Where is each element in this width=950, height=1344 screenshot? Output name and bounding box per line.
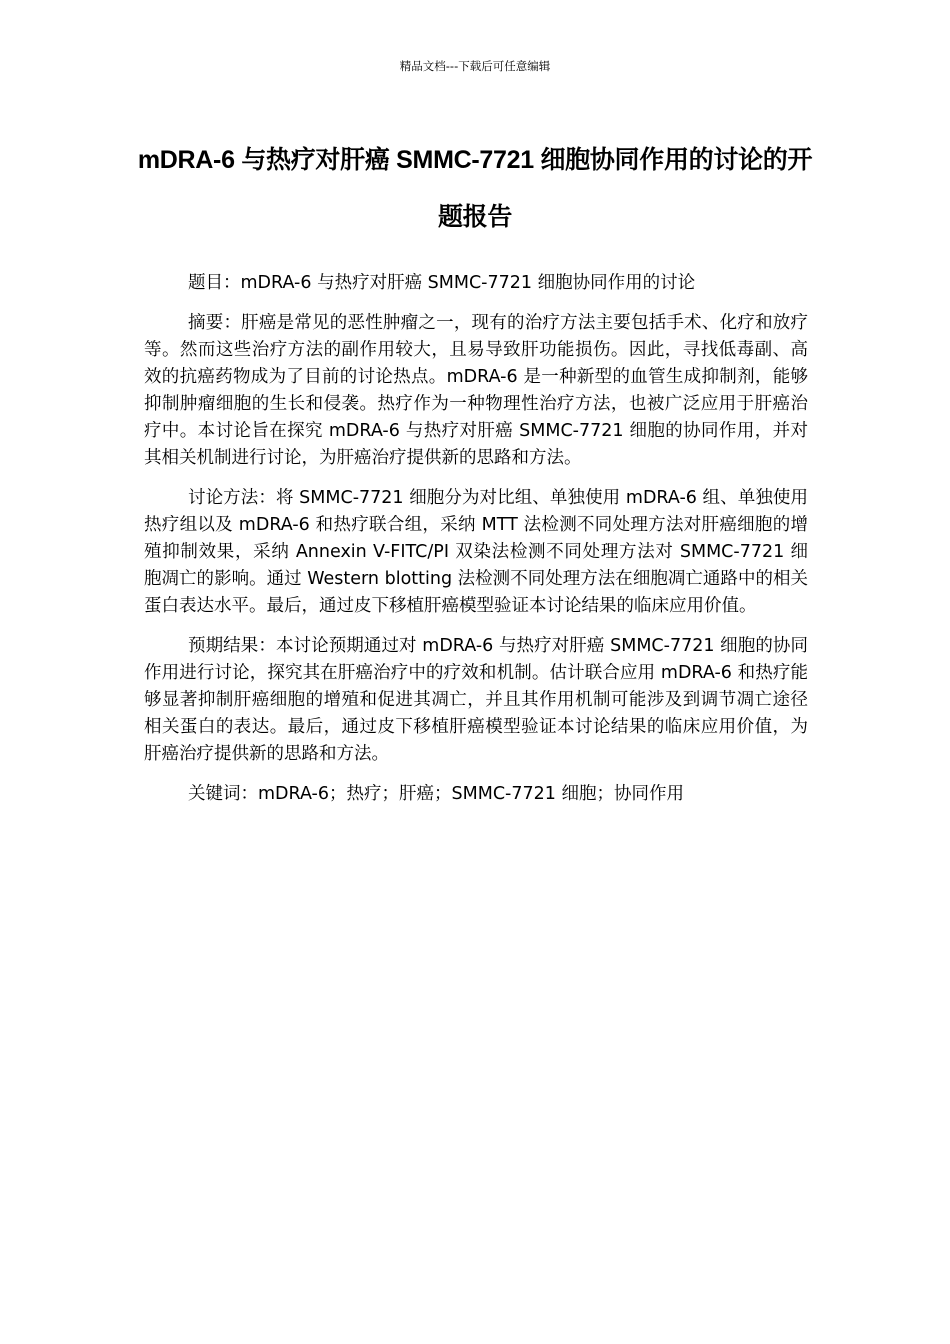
paragraph-abstract bbox=[144, 310, 808, 472]
paragraph-text: mDRA-6；热疗；肝癌；SMMC-7721 细胞；协同作用 bbox=[258, 784, 684, 804]
paragraph-label: 讨论方法： bbox=[188, 488, 276, 508]
paragraph-label: 摘要： bbox=[188, 313, 242, 333]
document-title: mDRA-6 与热疗对肝癌 SMMC-7721 细胞协同作用的讨论的开题报告 bbox=[137, 146, 813, 231]
paragraph-methods bbox=[144, 485, 808, 620]
page-header: 精品文档---下载后可任意编辑 bbox=[399, 59, 551, 73]
paragraph-label: 关键词： bbox=[188, 784, 258, 804]
paragraph-expected-results bbox=[144, 633, 808, 768]
paragraph-label: 预期结果： bbox=[188, 636, 276, 656]
paragraph-keywords bbox=[144, 781, 808, 808]
paragraph-label: 题目： bbox=[188, 273, 241, 293]
document-body bbox=[144, 270, 808, 821]
paragraph-topic bbox=[144, 270, 808, 297]
paragraph-text: mDRA-6 与热疗对肝癌 SMMC-7721 细胞协同作用的讨论 bbox=[240, 273, 696, 293]
paragraph-text: 将 SMMC-7721 细胞分为对比组、单独使用 mDRA-6 组、单独使用热疗组以及 mDRA-6 和热疗联合组，采纳 MTT 法检测不同处理方法对肝癌细胞的增殖抑制效果，采纳 Annexin V-FITC/PI 双染法检测不同处理方法对 SMMC-7721 细胞凋亡的影响。通过 Western blotting 法检测不同处理方法在细胞凋亡通路中的相关蛋白表达水平。最后，通过皮下移植肝癌模型验证本讨论结果的临床应用价值。 bbox=[144, 488, 808, 616]
paragraph-text: 肝癌是常见的恶性肿瘤之一，现有的治疗方法主要包括手术、化疗和放疗等。然而这些治疗方法的副作用较大，且易导致肝功能损伤。因此，寻找低毒副、高效的抗癌药物成为了目前的讨论热点。mDRA-6 是一种新型的血管生成抑制剂，能够抑制肿瘤细胞的生长和侵袭。热疗作为一种物理性治疗方法，也被广泛应用于肝癌治疗中。本讨论旨在探究 mDRA-6 与热疗对肝癌 SMMC-7721 细胞的协同作用，并对其相关机制进行讨论，为肝癌治疗提供新的思路和方法。 bbox=[144, 313, 809, 468]
paragraph-text: 本讨论预期通过对 mDRA-6 与热疗对肝癌 SMMC-7721 细胞的协同作用进行讨论，探究其在肝癌治疗中的疗效和机制。估计联合应用 mDRA-6 和热疗能够显著抑制肝癌细胞的增殖和促进其凋亡，并且其作用机制可能涉及到调节凋亡途径相关蛋白的表达。最后，通过皮下移植肝癌模型验证本讨论结果的临床应用价值，为肝癌治疗提供新的思路和方法。 bbox=[144, 636, 808, 764]
